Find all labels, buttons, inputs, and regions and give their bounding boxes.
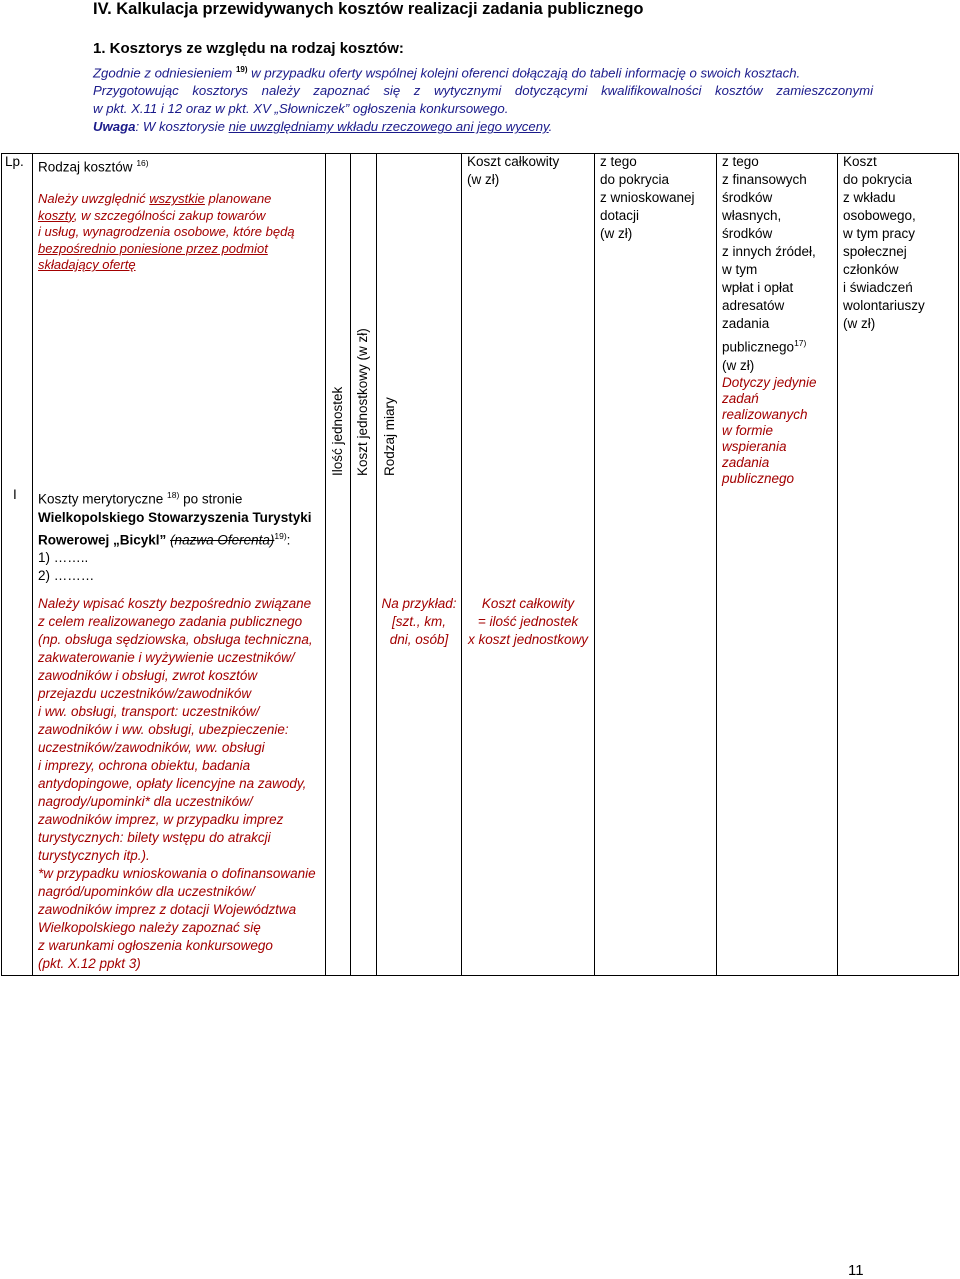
header-srodki-finansowe: z tego z finansowych środków własnych, środków z innych źródeł, w tym wpłat i opłat adresatów zadania publicznego$^{17)}$ (w zł) Dotyczy jedynie zadań realizowanych w formie wspierania zadania publicznego xyxy=(722,154,817,486)
col-divider xyxy=(350,153,351,976)
col-divider xyxy=(594,153,595,976)
col-divider xyxy=(461,153,462,976)
rodzaj-miary-example: Na przykład: [szt., km, dni, osób] xyxy=(381,596,457,647)
koszt-calkowity-example: Koszt całkowity = ilość jednostek x koszt jednostkowy xyxy=(467,596,589,647)
intro-line-2: Przygotowując kosztorys należy zapoznać się z wytycznymi dotyczącymi kwalifikowalności kosztów zamieszczonymi xyxy=(93,83,873,99)
header-rodzaj-kosztow: Rodzaj kosztów $^{16)}$ xyxy=(38,158,149,175)
header-koszt-calkowity: Koszt całkowity (w zł) xyxy=(467,154,560,187)
header-wnioskowana-dotacja: z tego do pokrycia z wnioskowanej dotacji (w zł) xyxy=(600,154,695,241)
header-rodzaj-note: Należy uwzględnić wszystkie planowane koszty, w szczególności zakup towarów i usług, wynagrodzenia osobowe, które będą bezpośrednio poniesione przez podmiot składający ofertę xyxy=(38,191,295,272)
row-i-lp: I xyxy=(13,487,17,502)
table-left-border xyxy=(1,153,2,976)
header-koszt-jednostkowy: Koszt jednostkowy (w zł) xyxy=(355,328,370,476)
table-right-border xyxy=(958,153,959,976)
row-i-description: Koszty merytoryczne $^{18)}$ po stronie Wielkopolskiego Stowarzyszenia Turystyki Rowerowej „Bicykl” (nazwa Oferenta)$^{19)}$: 1) …….. 2) ……… xyxy=(38,490,312,583)
intro-line-4: Uwaga: W kosztorysie nie uwzględniamy wkładu rzeczowego ani jego wyceny. xyxy=(93,119,553,135)
col-divider xyxy=(325,153,326,976)
header-wklad-osobowy: Koszt do pokrycia z wkładu osobowego, w tym pracy społecznej członków i świadczeń wolontariuszy (w zł) xyxy=(843,154,925,331)
row-guidance: Należy wpisać koszty bezpośrednio związane z celem realizowanego zadania publicznego (np. obsługa sędziowska, obsługa techniczna, zakwaterowanie i wyżywienie uczestników/ zawodników i obsługi, zwrot kosztów przejazdu uczestników/zawodników i ww. obsługi, transport: uczestników/ zawodników i ww. obsługi, ubezpieczenie: uczestników/zawodników, ww. obsługi i imprezy, ochrona obiektu, badania antydopingowe, opłaty licencyjne na zawody, nagrody/upominki* dla uczestników/ zawodników imprez, w przypadku imprez turystycznych: bilety wstępu do atrakcji turystycznych itp.). *w przypadku wnioskowania o dofinansowanie nagród/upominków dla uczestników/ zawodników imprez z dotacji Województwa Wielkopolskiego należy zapoznać się z warunkami ogłoszenia konkursowego (pkt. X.12 ppkt 3) xyxy=(38,596,316,971)
section-title: IV. Kalkulacja przewidywanych kosztów realizacji zadania publicznego xyxy=(93,0,644,18)
intro-line-3: w pkt. X.11 i 12 oraz w pkt. XV „Słowniczek” ogłoszenia konkursowego. xyxy=(93,101,509,117)
col-divider xyxy=(32,153,33,976)
intro-line-1: Zgodnie z odniesieniem $^{19)}$ w przypadku oferty wspólnej kolejni oferenci dołączają do tabeli informację o swoich kosztach. xyxy=(93,65,801,81)
intro-text xyxy=(93,61,873,136)
col-divider xyxy=(376,153,377,976)
subsection-title: 1. Kosztorys ze względu na rodzaj kosztów: xyxy=(93,40,404,57)
col-divider xyxy=(716,153,717,976)
header-rodzaj-miary: Rodzaj miary xyxy=(382,397,397,476)
col-divider xyxy=(837,153,838,976)
header-lp: Lp. xyxy=(5,154,24,169)
table-bottom-border xyxy=(1,975,959,976)
header-ilosc-jednostek: Ilość jednostek xyxy=(330,386,345,476)
page-number: 11 xyxy=(848,1262,864,1279)
